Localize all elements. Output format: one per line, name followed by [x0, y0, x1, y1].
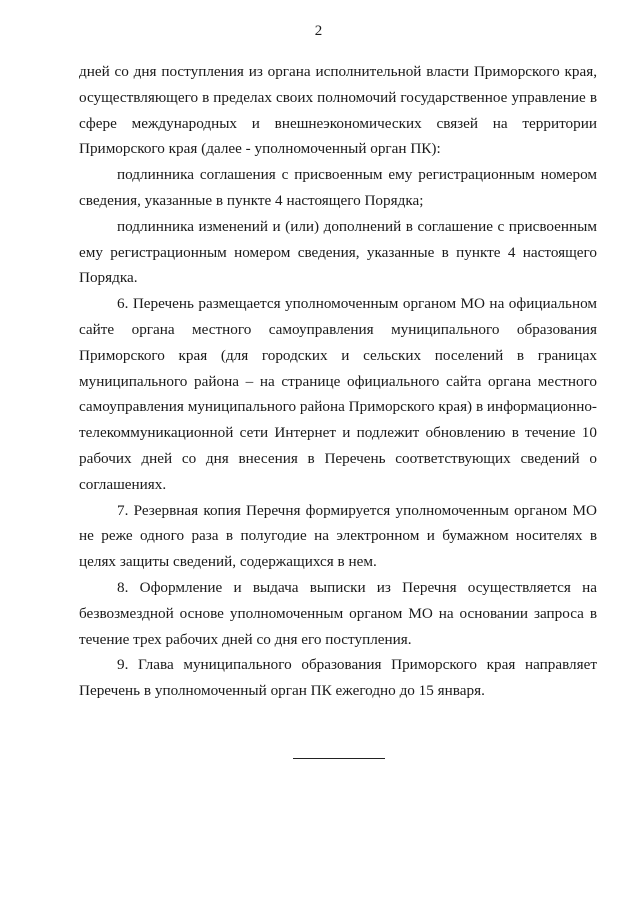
paragraph-intro: дней со дня поступления из органа исполнительной власти Приморского края, осуществляющего в пределах своих полномочий государственное управление в сфере международных и внешнеэкономических связей на территории Приморского края (далее - уполномоченный орган ПК): — [79, 63, 597, 158]
document-body — [79, 59, 597, 704]
paragraph-clause-7: 7. Резервная копия Перечня формируется уполномоченным органом МО не реже одного раза в полугодие на электронном и бумажном носителях в целях защиты сведений, содержащихся в нем. — [79, 501, 597, 571]
paragraph-item-original-changes: подлинника изменений и (или) дополнений в соглашение с присвоенным ему регистрационным номером сведения, указанные в пункте 4 настоящего Порядка. — [79, 217, 597, 287]
page-number: 2 — [314, 23, 323, 39]
paragraph-clause-9: 9. Глава муниципального образования Приморского края направляет Перечень в уполномоченный орган ПК ежегодно до 15 января. — [79, 656, 597, 700]
paragraph-clause-6: 6. Перечень размещается уполномоченным органом МО на официальном сайте органа местного самоуправления муниципального образования Приморского края (для городских и сельских поселений в границах муниципального района – на странице официального сайта органа местного самоуправления муниципального района Приморского края) в информационно-телекоммуникационной сети Интернет и подлежит обновлению в течение 10 рабочих дней со дня внесения в Перечень соответствующих сведений о соглашениях. — [79, 295, 597, 493]
end-divider — [293, 758, 385, 759]
paragraph-clause-8: 8. Оформление и выдача выписки из Перечня осуществляется на безвозмездной основе уполномоченным органом МО на основании запроса в течение трех рабочих дней со дня его поступления. — [79, 578, 597, 648]
paragraph-item-original-agreement: подлинника соглашения с присвоенным ему регистрационным номером сведения, указанные в пункте 4 настоящего Порядка; — [79, 166, 597, 209]
